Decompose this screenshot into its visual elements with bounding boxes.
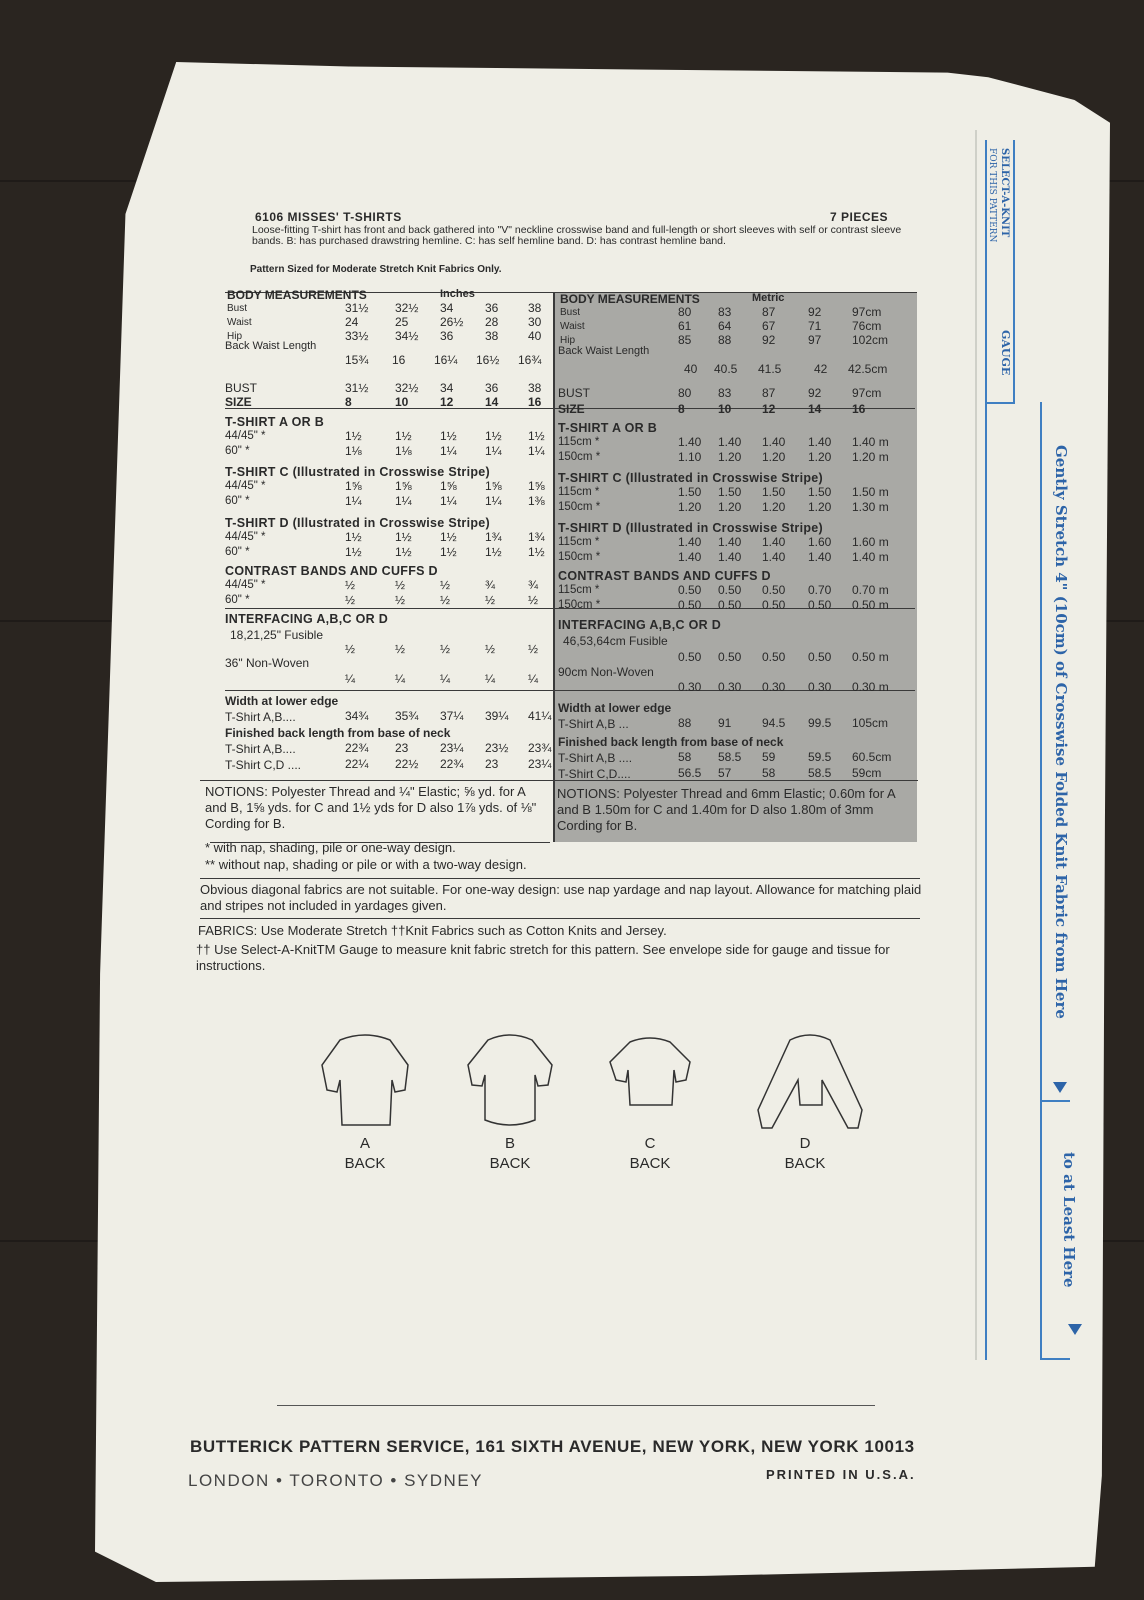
measurement-value: 76cm	[852, 319, 882, 333]
yardage-value: ½	[485, 593, 496, 607]
yardage-value: 1½	[440, 530, 457, 544]
measurement-row-label: Waist	[560, 321, 585, 332]
yardage-value: 1.40	[718, 535, 742, 549]
bust-label: BUST	[225, 381, 258, 395]
view-label	[765, 1134, 845, 1174]
fusible-value: ½	[485, 642, 496, 656]
yardage-value: 1.20	[762, 450, 786, 464]
size-value: 14	[485, 395, 499, 409]
view-c-shirt	[610, 1038, 690, 1105]
yardage-row-label: 150cm *	[558, 599, 601, 611]
finished-ab-value: 23½	[485, 741, 509, 755]
measurement-value: 38	[528, 301, 542, 315]
width-value: 37¼	[440, 709, 464, 723]
view-letter: B	[504, 1135, 515, 1152]
body-measurements-heading: BODY MEASUREMENTS	[560, 292, 700, 306]
yardage-value: 1.40	[762, 535, 786, 549]
nonwoven-value: 0.30	[718, 680, 742, 694]
yardage-value: 1¼	[485, 494, 502, 508]
yardage-value: 1.40	[808, 550, 832, 564]
gauge-word: GAUGE	[999, 330, 1012, 376]
measurement-value: 36	[485, 301, 499, 315]
view-caption: BACK	[344, 1155, 386, 1172]
measurement-value: 71	[808, 319, 822, 333]
footnote-nap: * with nap, shading, pile or one-way design.	[205, 840, 456, 855]
tshirt_d-heading: T-SHIRT D (Illustrated in Crosswise Stripe)	[558, 521, 824, 535]
measurement-value: 92	[762, 333, 776, 347]
bust-label: BUST	[558, 386, 591, 400]
printed-in: PRINTED IN U.S.A.	[766, 1467, 916, 1482]
tshirt_ab-heading: T-SHIRT A OR B	[225, 415, 325, 429]
yardage-value: 1½	[485, 429, 502, 443]
measurement-value: 36	[440, 329, 454, 343]
bust-value: 83	[718, 386, 732, 400]
nonwoven-value: ¼	[345, 672, 356, 686]
measurement-value: 28	[485, 315, 499, 329]
yardage-row-label: 44/45" *	[225, 531, 266, 543]
measurement-value: 92	[808, 305, 822, 319]
yardage-value: 1.40	[678, 550, 702, 564]
yardage-value: 1.40	[762, 435, 786, 449]
measurement-row-label: Bust	[227, 303, 248, 314]
finished-cd-value: 57	[718, 766, 732, 780]
yardage-row-label: 44/45" *	[225, 579, 266, 591]
yardage-row-label: 115cm *	[558, 436, 600, 448]
width-value: 34¾	[345, 709, 369, 723]
measurement-value: 30	[528, 315, 542, 329]
unit-heading: Metric	[752, 292, 785, 304]
interfacing-heading: INTERFACING A,B,C OR D	[558, 618, 722, 632]
finished-cd-value: 23	[485, 757, 499, 771]
yardage-value: 1¼	[345, 494, 362, 508]
fusible-value: 0.50 m	[852, 650, 889, 664]
nonwoven-value: ¼	[395, 672, 406, 686]
size-value: 10	[718, 402, 732, 416]
back-waist-value: 16	[392, 353, 406, 367]
body-measurements-heading: BODY MEASUREMENTS	[227, 288, 367, 302]
yardage-value: 1.40	[762, 550, 786, 564]
yardage-value: 1⅛	[395, 444, 412, 458]
measurement-value: 88	[718, 333, 732, 347]
tshirt_ab-heading: T-SHIRT A OR B	[558, 421, 658, 435]
view-letter: D	[799, 1135, 811, 1152]
gauge-subheader: FOR THIS PATTERN	[987, 148, 997, 243]
finished-cd-value: 22¾	[440, 757, 464, 771]
measurement-row-label: Hip	[560, 335, 576, 346]
nonwoven-value: ¼	[485, 672, 496, 686]
yardage-value: ½	[528, 593, 539, 607]
bust-value: 36	[485, 381, 499, 395]
yardage-value: ½	[395, 593, 406, 607]
yardage-row-label: 115cm *	[558, 486, 600, 498]
yardage-value: 1.40	[678, 535, 702, 549]
yardage-value: 1½	[345, 429, 362, 443]
interfacing-heading: INTERFACING A,B,C OR D	[225, 612, 389, 626]
yardage-value: 1.40	[678, 435, 702, 449]
back-waist-value: 16½	[476, 353, 500, 367]
tshirt_c-heading: T-SHIRT C (Illustrated in Crosswise Stripe)	[558, 471, 824, 485]
gauge-mark	[1040, 1358, 1070, 1360]
stretch-arrow-icon	[1053, 1080, 1067, 1098]
nonwoven-value: 0.30 m	[852, 680, 889, 694]
yardage-value: ¾	[528, 578, 539, 592]
yardage-row-label: 44/45" *	[225, 480, 266, 492]
gauge-strip	[985, 140, 1057, 1360]
size-value: 12	[762, 402, 776, 416]
metric-notions: NOTIONS: Polyester Thread and 6mm Elastic; 0.60m for A and B 1.50m for C and 1.40m for D also 1.80m of 3mm Cording for B.	[557, 786, 895, 833]
yardage-value: ½	[440, 593, 451, 607]
width-value: 88	[678, 716, 692, 730]
yardage-value: 1½	[440, 545, 457, 559]
finished-ab-value: 23¼	[440, 741, 464, 755]
size-value: 12	[440, 395, 454, 409]
yardage-row-label: 60" *	[225, 594, 250, 606]
view-caption: BACK	[784, 1155, 826, 1172]
yardage-value: 0.50	[678, 598, 702, 612]
width-value: 99.5	[808, 716, 832, 730]
bust-value: 97cm	[852, 386, 882, 400]
yardage-row-label: 115cm *	[558, 536, 600, 548]
yardage-value: 0.50	[718, 598, 742, 612]
yardage-row-label: 150cm *	[558, 451, 601, 463]
yardage-row-label: 60" *	[225, 495, 250, 507]
width-value: 94.5	[762, 716, 786, 730]
measurement-row-label: Bust	[560, 307, 581, 318]
width-value: 41¼	[528, 709, 552, 723]
least-arrow-icon	[1068, 1322, 1082, 1340]
column-divider	[553, 292, 555, 842]
finished-ab-value: 23	[395, 741, 409, 755]
yardage-value: 0.50	[762, 583, 786, 597]
company-address: BUTTERICK PATTERN SERVICE, 161 SIXTH AVENUE, NEW YORK, NEW YORK 10013	[190, 1437, 915, 1456]
view-label	[470, 1134, 550, 1174]
yardage-value: 1½	[395, 545, 412, 559]
nonwoven-value: 0.30	[762, 680, 786, 694]
sizing-note: Pattern Sized for Moderate Stretch Knit Fabrics Only.	[250, 264, 502, 275]
width-heading: Width at lower edge	[558, 701, 672, 715]
view-d-shirt	[758, 1035, 862, 1128]
yardage-value: ½	[395, 578, 406, 592]
yardage-value: 1½	[528, 545, 545, 559]
measurement-value: 97	[808, 333, 822, 347]
width-value: 91	[718, 716, 732, 730]
measurement-row-label: Waist	[227, 317, 252, 328]
tshirt_d-heading: T-SHIRT D (Illustrated in Crosswise Stripe)	[225, 516, 491, 530]
envelope-flap-edge	[975, 130, 977, 1360]
yardage-value: 1½	[485, 545, 502, 559]
measurement-value: 26½	[440, 315, 464, 329]
finished-ab-value: 22¾	[345, 741, 369, 755]
measurement-value: 64	[718, 319, 732, 333]
yardage-value: 0.50 m	[852, 598, 889, 612]
fusible-label: 46,53,64cm Fusible	[563, 634, 668, 648]
back-waist-value: 15¾	[345, 353, 369, 367]
yardage-value: 1.20	[678, 500, 702, 514]
yardage-value: 1.40	[718, 435, 742, 449]
width-value: 39¼	[485, 709, 509, 723]
yardage-row-label: 44/45" *	[225, 430, 266, 442]
yardage-value: 1¼	[440, 494, 457, 508]
yardage-value: 1⅝	[345, 479, 362, 493]
pattern-description: Loose-fitting T-shirt has front and back gathered into "V" neckline crosswise band and full-length or short sleeves with self or contrast sleeve bands. B: has purchased drawstring hemline. C: has self hemline band. D: has contrast hemline band.	[252, 224, 902, 247]
finished-cd-label: T-Shirt C,D....	[558, 767, 631, 781]
yardage-value: 0.50	[678, 583, 702, 597]
bust-value: 92	[808, 386, 822, 400]
measurement-value: 31½	[345, 301, 369, 315]
finished-cd-value: 58.5	[808, 766, 832, 780]
yardage-value: 1¼	[528, 444, 545, 458]
rule	[200, 918, 920, 919]
nonwoven-value: ¼	[528, 672, 539, 686]
size-value: 16	[528, 395, 542, 409]
yardage-row-label: 150cm *	[558, 501, 601, 513]
fusible-label: 18,21,25" Fusible	[230, 628, 323, 642]
yardage-value: 1.20	[808, 450, 832, 464]
yardage-value: 1.60	[808, 535, 832, 549]
yardage-value: 1.20	[718, 450, 742, 464]
yardage-row-label: 150cm *	[558, 551, 601, 563]
finished-ab-value: 58	[678, 750, 692, 764]
view-caption: BACK	[489, 1155, 531, 1172]
least-instruction: to at Least Here	[1060, 1152, 1078, 1288]
fusible-value: 0.50	[718, 650, 742, 664]
yardage-value: 1⅝	[485, 479, 502, 493]
measurement-value: 38	[485, 329, 499, 343]
finished-cd-value: 58	[762, 766, 776, 780]
view-b-shirt	[468, 1035, 552, 1125]
yardage-row-label: 60" *	[225, 445, 250, 457]
measurement-value: 61	[678, 319, 692, 333]
back-waist-label: Back Waist Length	[558, 345, 650, 357]
width-heading: Width at lower edge	[225, 694, 339, 708]
nonwoven-value: ¼	[440, 672, 451, 686]
inch-notions: NOTIONS: Polyester Thread and ¼" Elastic; ⅝ yd. for A and B, 1⅝ yds. for C and 1½ yds for D also 1⅞ yds. of ⅛" Cording for B.	[205, 784, 537, 831]
view-label	[610, 1134, 690, 1174]
view-caption: BACK	[629, 1155, 671, 1172]
measurement-value: 25	[395, 315, 409, 329]
measurement-value: 67	[762, 319, 776, 333]
finished-cd-value: 22¼	[345, 757, 369, 771]
yardage-value: 1⅝	[528, 479, 545, 493]
finished-cd-value: 23¼	[528, 757, 552, 771]
fusible-value: 0.50	[808, 650, 832, 664]
back-waist-value: 42	[814, 362, 828, 376]
width-value: 35¾	[395, 709, 419, 723]
yardage-value: 1½	[345, 530, 362, 544]
size-value: 14	[808, 402, 822, 416]
yardage-value: 1½	[345, 545, 362, 559]
nonwoven-value: 0.30	[678, 680, 702, 694]
footnote-without-nap: ** without nap, shading or pile or with a two-way design.	[205, 857, 527, 872]
piece-count: 7 PIECES	[830, 210, 889, 224]
fusible-value: ½	[345, 642, 356, 656]
yardage-value: 1.50	[762, 485, 786, 499]
view-letter: A	[359, 1135, 370, 1152]
office-cities: LONDON • TORONTO • SYDNEY	[188, 1471, 484, 1490]
finished-ab-value: 58.5	[718, 750, 742, 764]
yardage-value: 1¼	[440, 444, 457, 458]
finished-length-heading: Finished back length from base of neck	[558, 735, 784, 749]
bust-value: 80	[678, 386, 692, 400]
finished-ab-value: 59	[762, 750, 776, 764]
back-waist-value: 16¼	[434, 353, 458, 367]
yardage-value: 1¾	[485, 530, 502, 544]
size-value: 8	[678, 402, 685, 416]
width-row-label: T-Shirt A,B ...	[558, 717, 629, 731]
fusible-value: ½	[395, 642, 406, 656]
yardage-value: 1½	[440, 429, 457, 443]
gauge-header: SELECT-A-KNIT	[999, 148, 1010, 238]
bust-value: 38	[528, 381, 542, 395]
yardage-value: 0.50	[808, 598, 832, 612]
measurement-row-label: Hip	[227, 331, 243, 342]
bust-value: 34	[440, 381, 454, 395]
yardage-value: 1⅝	[440, 479, 457, 493]
back-waist-value: 40.5	[714, 362, 738, 376]
yardage-value: 1½	[528, 429, 545, 443]
finished-ab-label: T-Shirt A,B....	[225, 742, 296, 756]
size-label: SIZE	[225, 395, 252, 409]
contrast-heading: CONTRAST BANDS AND CUFFS D	[558, 569, 771, 583]
size-label: SIZE	[558, 402, 585, 416]
measurement-value: 85	[678, 333, 692, 347]
finished-cd-label: T-Shirt C,D ....	[225, 758, 302, 772]
yardage-value: ½	[440, 578, 451, 592]
yardage-value: 0.70	[808, 583, 832, 597]
measurement-value: 87	[762, 305, 776, 319]
measurement-value: 80	[678, 305, 692, 319]
tshirt_c-heading: T-SHIRT C (Illustrated in Crosswise Stripe)	[225, 465, 491, 479]
finished-cd-value: 56.5	[678, 766, 702, 780]
yardage-value: 1¼	[485, 444, 502, 458]
yardage-value: ½	[345, 578, 356, 592]
back-waist-value: 16¾	[518, 353, 542, 367]
pattern-title: 6106 MISSES' T-SHIRTS	[255, 210, 402, 224]
yardage-value: 0.50	[718, 583, 742, 597]
finished-ab-value: 60.5cm	[852, 750, 892, 764]
size-value: 10	[395, 395, 409, 409]
measurement-value: 33½	[345, 329, 369, 343]
fusible-value: ½	[440, 642, 451, 656]
measurement-value: 97cm	[852, 305, 882, 319]
yardage-row-label: 60" *	[225, 546, 250, 558]
unit-heading: Inches	[440, 288, 475, 300]
footer-rule	[277, 1405, 875, 1406]
yardage-value: 1.50	[808, 485, 832, 499]
gauge-note: †† Use Select-A-KnitTM Gauge to measure knit fabric stretch for this pattern. See envelope side for gauge and tissue for instructions.	[196, 942, 890, 973]
gauge-line	[1040, 402, 1042, 1360]
yardage-value: 1¾	[528, 530, 545, 544]
view-letter: C	[644, 1135, 656, 1152]
view-label	[325, 1134, 405, 1174]
size-value: 8	[345, 395, 352, 409]
size-value: 16	[852, 402, 866, 416]
yardage-value: 1.20	[718, 500, 742, 514]
yardage-value: 1.40 m	[852, 550, 889, 564]
yardage-value: 1.40	[808, 435, 832, 449]
measurement-value: 34	[440, 301, 454, 315]
back-waist-value: 42.5cm	[848, 362, 888, 376]
nonwoven-value: 0.30	[808, 680, 832, 694]
fusible-value: ½	[528, 642, 539, 656]
measurement-value: 34½	[395, 329, 419, 343]
width-value: 105cm	[852, 716, 889, 730]
yardage-value: ½	[345, 593, 356, 607]
finished-ab-label: T-Shirt A,B ....	[558, 751, 633, 765]
view-illustrations	[310, 1020, 870, 1150]
measurement-value: 40	[528, 329, 542, 343]
fusible-value: 0.50	[762, 650, 786, 664]
yardage-row-label: 115cm *	[558, 584, 600, 596]
yardage-value: 1.10	[678, 450, 702, 464]
measurement-value: 102cm	[852, 333, 889, 347]
yardage-value: 1¼	[395, 494, 412, 508]
contrast-heading: CONTRAST BANDS AND CUFFS D	[225, 564, 438, 578]
yardage-value: 1⅛	[345, 444, 362, 458]
bust-value: 31½	[345, 381, 369, 395]
nonwoven-label: 36" Non-Woven	[225, 656, 310, 670]
finished-ab-value: 59.5	[808, 750, 832, 764]
yardage-value: 1.50 m	[852, 485, 889, 499]
gauge-mark	[1040, 1100, 1070, 1102]
yardage-value: 1.20 m	[852, 450, 889, 464]
footnote-diagonal: Obvious diagonal fabrics are not suitable. For one-way design: use nap yardage and nap layout. Allowance for matching plaid and stripes not included in yardages given.	[200, 882, 922, 913]
measurement-value: 83	[718, 305, 732, 319]
stretch-instruction: Gently Stretch 4" (10cm) of Crosswise Folded Knit Fabric from Here	[1052, 445, 1070, 1019]
yardage-value: 0.70 m	[852, 583, 889, 597]
finished-cd-value: 59cm	[852, 766, 882, 780]
finished-ab-value: 23¾	[528, 741, 552, 755]
yardage-value: 1.40 m	[852, 435, 889, 449]
bust-value: 87	[762, 386, 776, 400]
finished-cd-value: 22½	[395, 757, 419, 771]
yardage-value: 1.50	[678, 485, 702, 499]
measurement-value: 32½	[395, 301, 419, 315]
back-waist-value: 40	[684, 362, 698, 376]
yardage-value: 1.60 m	[852, 535, 889, 549]
bust-value: 32½	[395, 381, 419, 395]
yardage-value: 1⅜	[528, 494, 545, 508]
yardage-value: 1½	[395, 429, 412, 443]
rule	[200, 878, 920, 879]
nonwoven-label: 90cm Non-Woven	[558, 665, 654, 679]
yardage-value: 1.50	[718, 485, 742, 499]
finished-length-heading: Finished back length from base of neck	[225, 726, 451, 740]
back-waist-label: Back Waist Length	[225, 340, 317, 352]
view-a-shirt	[322, 1035, 408, 1125]
yardage-value: 1.40	[718, 550, 742, 564]
yardage-value: ¾	[485, 578, 496, 592]
yardage-value: 1.20	[808, 500, 832, 514]
width-row-label: T-Shirt A,B....	[225, 710, 296, 724]
yardage-value: 0.50	[762, 598, 786, 612]
measurement-value: 24	[345, 315, 359, 329]
fusible-value: 0.50	[678, 650, 702, 664]
yardage-value: 1½	[395, 530, 412, 544]
fabrics-note: FABRICS: Use Moderate Stretch ††Knit Fabrics such as Cotton Knits and Jersey.	[198, 923, 667, 938]
yardage-value: 1.20	[762, 500, 786, 514]
yardage-value: 1.30 m	[852, 500, 889, 514]
yardage-value: 1⅝	[395, 479, 412, 493]
back-waist-value: 41.5	[758, 362, 782, 376]
